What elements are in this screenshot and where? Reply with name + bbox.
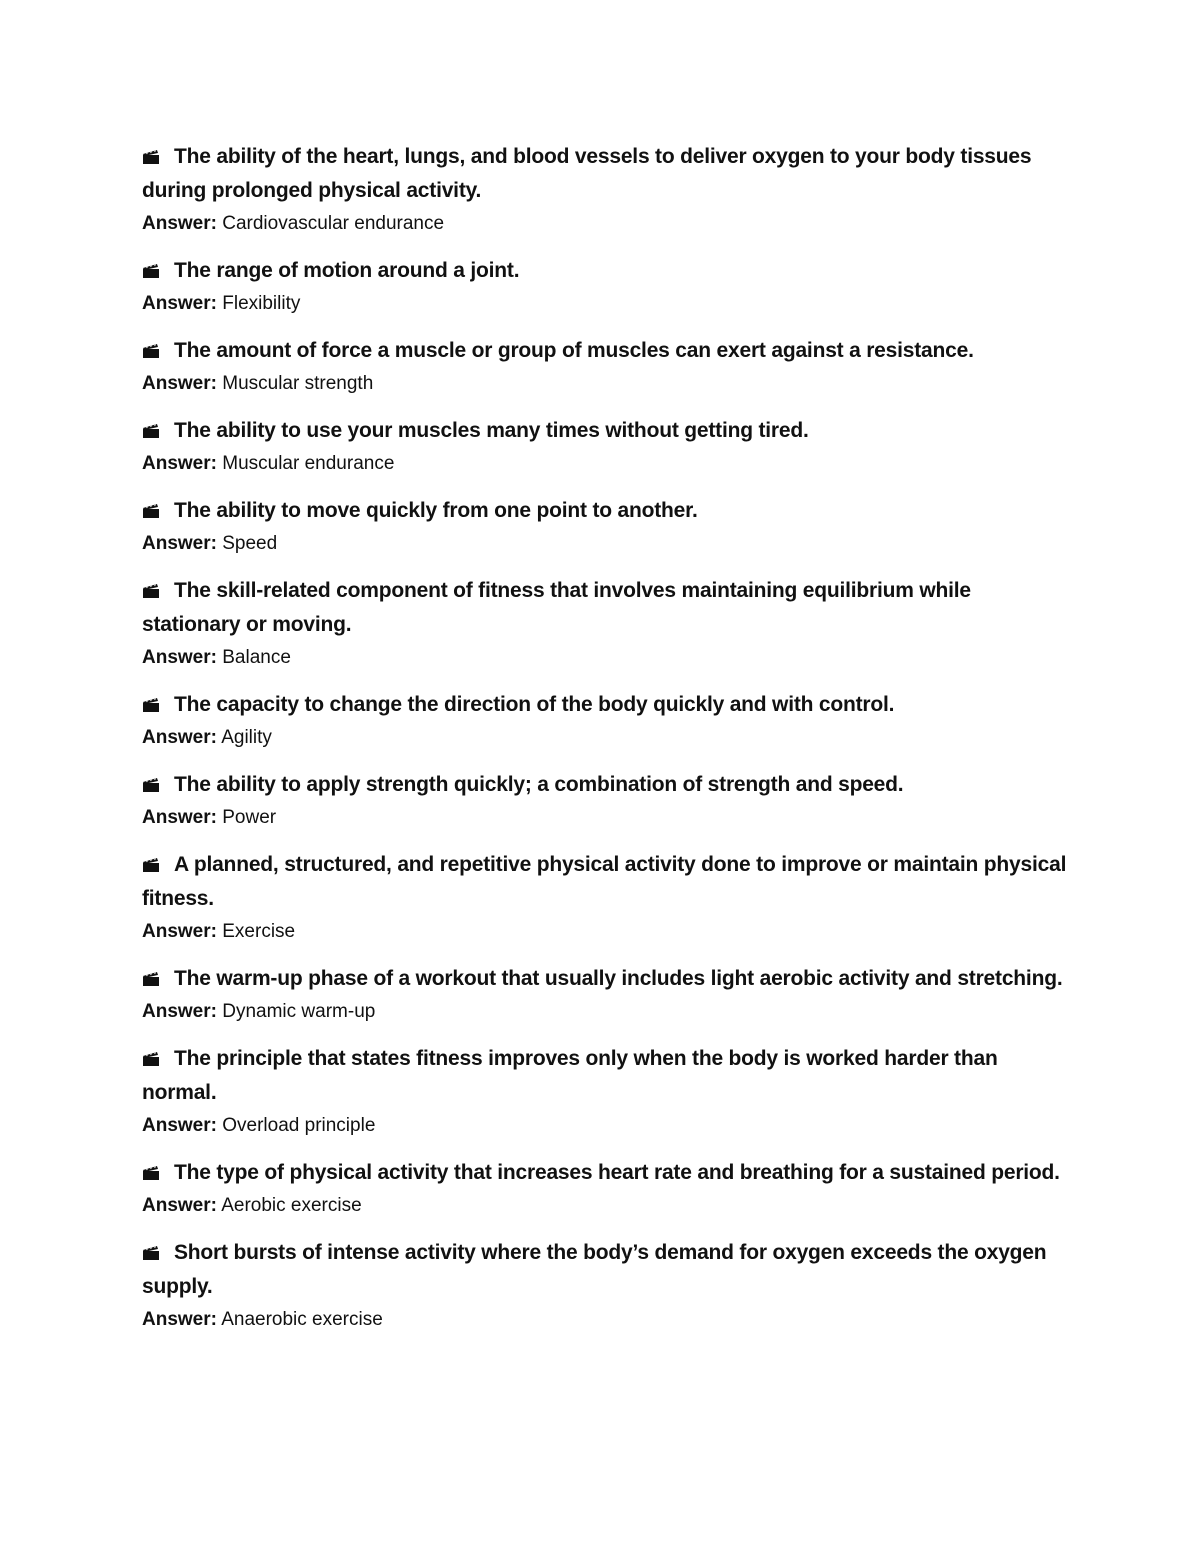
quiz-item	[142, 768, 1072, 834]
quiz-item	[142, 140, 1072, 240]
question-text	[142, 848, 1072, 916]
quiz-item	[142, 1236, 1072, 1336]
quiz-item	[142, 688, 1072, 754]
quiz-item	[142, 1156, 1072, 1222]
answer-label: Answer:	[142, 1115, 217, 1136]
answer-value: Cardiovascular endurance	[222, 213, 445, 234]
question-text	[142, 254, 1072, 288]
answer-line	[142, 722, 1072, 754]
quiz-item	[142, 334, 1072, 400]
answer-label: Answer:	[142, 807, 217, 828]
answer-line	[142, 916, 1072, 948]
question-label: The ability of the heart, lungs, and blood vessels to deliver oxygen to your body tissues during prolonged physical activity.	[142, 145, 1032, 202]
question-text	[142, 140, 1072, 208]
quiz-item	[142, 1042, 1072, 1142]
answer-line	[142, 802, 1072, 834]
answer-line	[142, 996, 1072, 1028]
quiz-item	[142, 962, 1072, 1028]
answer-value: Muscular strength	[222, 373, 374, 394]
question-text	[142, 574, 1072, 642]
quiz-item	[142, 494, 1072, 560]
answer-label: Answer:	[142, 1309, 217, 1330]
answer-value: Muscular endurance	[222, 453, 395, 474]
answer-line	[142, 528, 1072, 560]
clapperboard-icon	[142, 972, 160, 986]
question-text	[142, 494, 1072, 528]
question-label: The amount of force a muscle or group of muscles can exert against a resistance.	[174, 339, 974, 362]
answer-value: Dynamic warm-up	[222, 1001, 376, 1022]
answer-value: Power	[222, 807, 277, 828]
quiz-item	[142, 574, 1072, 674]
question-text	[142, 334, 1072, 368]
clapperboard-icon	[142, 858, 160, 872]
answer-line	[142, 368, 1072, 400]
answer-label: Answer:	[142, 453, 217, 474]
question-label: The principle that states fitness improves only when the body is worked harder than normal.	[142, 1047, 998, 1104]
answer-label: Answer:	[142, 1001, 217, 1022]
question-label: The capacity to change the direction of the body quickly and with control.	[174, 693, 895, 716]
answer-label: Answer:	[142, 293, 217, 314]
question-label: The skill-related component of fitness that involves maintaining equilibrium while stationary or moving.	[142, 579, 971, 636]
answer-value: Agility	[221, 727, 272, 748]
answer-value: Balance	[222, 647, 291, 668]
clapperboard-icon	[142, 698, 160, 712]
answer-line	[142, 1304, 1072, 1336]
answer-line	[142, 288, 1072, 320]
question-label: The ability to move quickly from one point to another.	[174, 499, 698, 522]
question-text	[142, 1042, 1072, 1110]
clapperboard-icon	[142, 1052, 160, 1066]
answer-line	[142, 208, 1072, 240]
quiz-document	[142, 140, 1072, 1350]
question-label: A planned, structured, and repetitive physical activity done to improve or maintain physical fitness.	[142, 853, 1067, 910]
question-text	[142, 1236, 1072, 1304]
clapperboard-icon	[142, 584, 160, 598]
question-label: The ability to apply strength quickly; a combination of strength and speed.	[174, 773, 904, 796]
answer-line	[142, 1110, 1072, 1142]
question-text	[142, 688, 1072, 722]
answer-label: Answer:	[142, 533, 217, 554]
answer-line	[142, 642, 1072, 674]
clapperboard-icon	[142, 150, 160, 164]
clapperboard-icon	[142, 1166, 160, 1180]
clapperboard-icon	[142, 504, 160, 518]
answer-value: Flexibility	[222, 293, 301, 314]
answer-value: Anaerobic exercise	[221, 1309, 383, 1330]
question-text	[142, 414, 1072, 448]
answer-label: Answer:	[142, 727, 217, 748]
answer-label: Answer:	[142, 213, 217, 234]
question-label: The type of physical activity that increases heart rate and breathing for a sustained period.	[174, 1161, 1060, 1184]
answer-value: Overload principle	[222, 1115, 376, 1136]
quiz-item	[142, 848, 1072, 948]
quiz-item	[142, 254, 1072, 320]
question-label: Short bursts of intense activity where the body’s demand for oxygen exceeds the oxygen supply.	[142, 1241, 1047, 1298]
question-text	[142, 768, 1072, 802]
clapperboard-icon	[142, 264, 160, 278]
answer-label: Answer:	[142, 921, 217, 942]
answer-label: Answer:	[142, 1195, 217, 1216]
question-text	[142, 1156, 1072, 1190]
answer-line	[142, 1190, 1072, 1222]
clapperboard-icon	[142, 424, 160, 438]
question-text	[142, 962, 1072, 996]
clapperboard-icon	[142, 1246, 160, 1260]
quiz-item	[142, 414, 1072, 480]
clapperboard-icon	[142, 344, 160, 358]
question-label: The range of motion around a joint.	[174, 259, 520, 282]
answer-value: Speed	[222, 533, 278, 554]
answer-label: Answer:	[142, 647, 217, 668]
answer-line	[142, 448, 1072, 480]
clapperboard-icon	[142, 778, 160, 792]
answer-value: Aerobic exercise	[221, 1195, 362, 1216]
answer-label: Answer:	[142, 373, 217, 394]
answer-value: Exercise	[222, 921, 296, 942]
question-label: The ability to use your muscles many times without getting tired.	[174, 419, 809, 442]
question-label: The warm-up phase of a workout that usually includes light aerobic activity and stretching.	[174, 967, 1063, 990]
